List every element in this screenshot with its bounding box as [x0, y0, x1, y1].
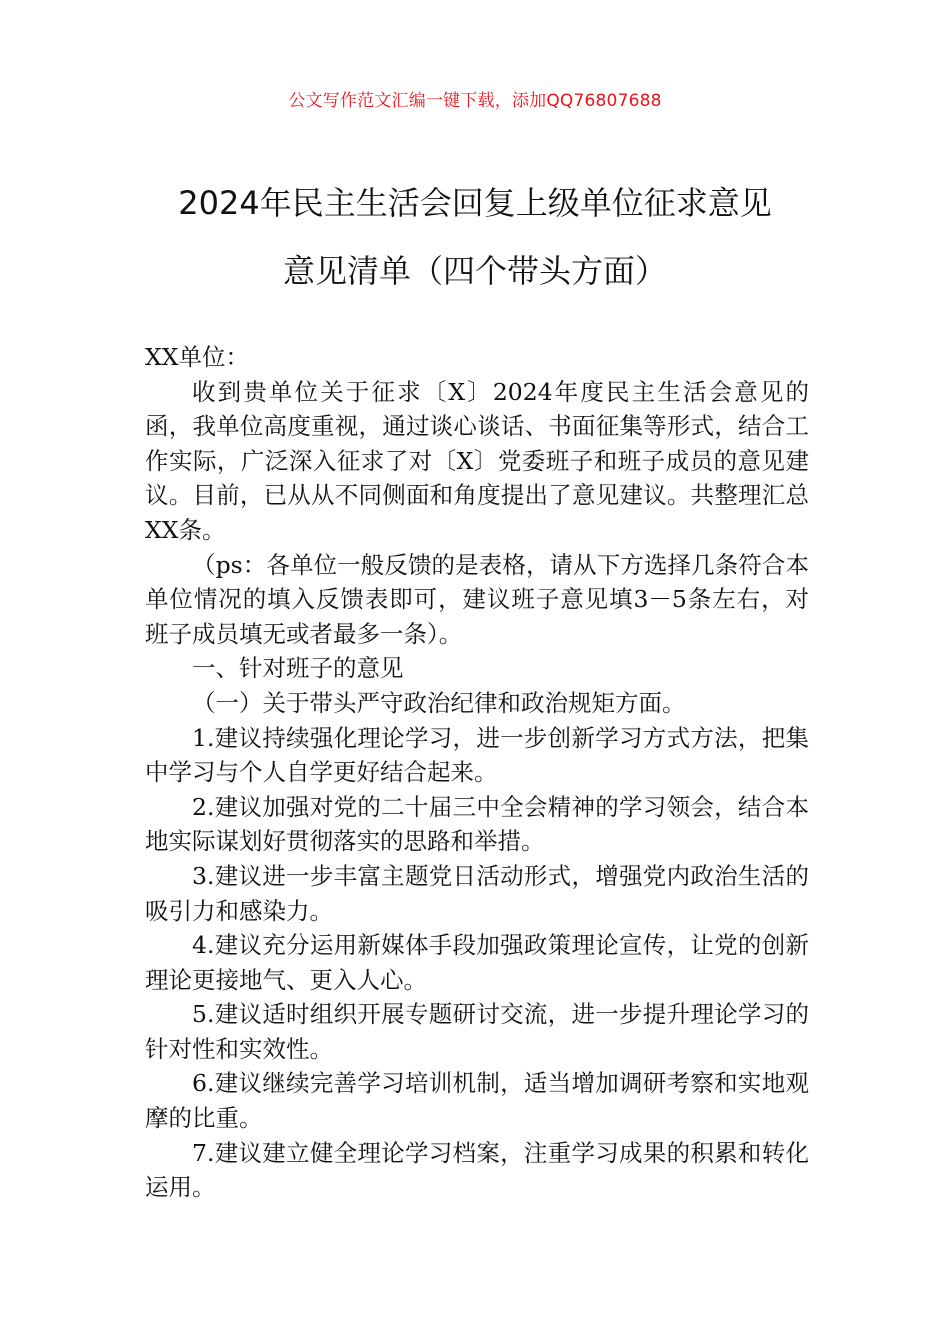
- document-title-line-1: 2024年民主生活会回复上级单位征求意见: [178, 184, 772, 222]
- suggestion-item: 5.建议适时组织开展专题研讨交流，进一步提升理论学习的针对性和实效性。: [145, 1000, 809, 1063]
- suggestion-item: 3.建议进一步丰富主题党日活动形式，增强党内政治生活的吸引力和感染力。: [145, 861, 809, 925]
- suggestion-item: 2.建议加强对党的二十届三中全会精神的学习领会，结合本地实际谋划好贯彻落实的思路和举措。: [145, 792, 809, 856]
- intro-paragraph: 收到贵单位关于征求〔X〕2024年度民主生活会意见的函，我单位高度重视，通过谈心谈话、书面征集等形式，结合工作实际，广泛深入征求了对〔X〕党委班子和班子成员的意见建议。目前，已从从不同侧面和角度提出了意见建议。共整理汇总XX条。: [145, 377, 809, 544]
- salutation: XX单位：: [145, 343, 249, 371]
- suggestion-item: 7.建议建立健全理论学习档案，注重学习成果的积累和转化运用。: [145, 1138, 809, 1202]
- suggestion-item: 1.建议持续强化理论学习，进一步创新学习方式方法，把集中学习与个人自学更好结合起来。: [145, 723, 809, 787]
- suggestion-item: 4.建议充分运用新媒体手段加强政策理论宣传，让党的创新理论更接地气、更入人心。: [145, 931, 809, 994]
- ps-note-paragraph: （ps：各单位一般反馈的是表格，请从下方选择几条符合本单位情况的填入反馈表即可，建议班子意见填3－5条左右，对班子成员填无或者最多一条）。: [145, 550, 809, 648]
- document-title-line-2: 意见清单（四个带头方面）: [282, 252, 667, 290]
- subsection-heading: （一）关于带头严守政治纪律和政治规矩方面。: [192, 688, 686, 717]
- section-heading: 一、针对班子的意见: [192, 654, 404, 683]
- document-body: [145, 340, 809, 1205]
- download-promo-note: 公文写作范文汇编一键下载，添加QQ76807688: [288, 91, 662, 111]
- suggestion-item: 6.建议继续完善学习培训机制，适当增加调研考察和实地观摩的比重。: [145, 1069, 809, 1133]
